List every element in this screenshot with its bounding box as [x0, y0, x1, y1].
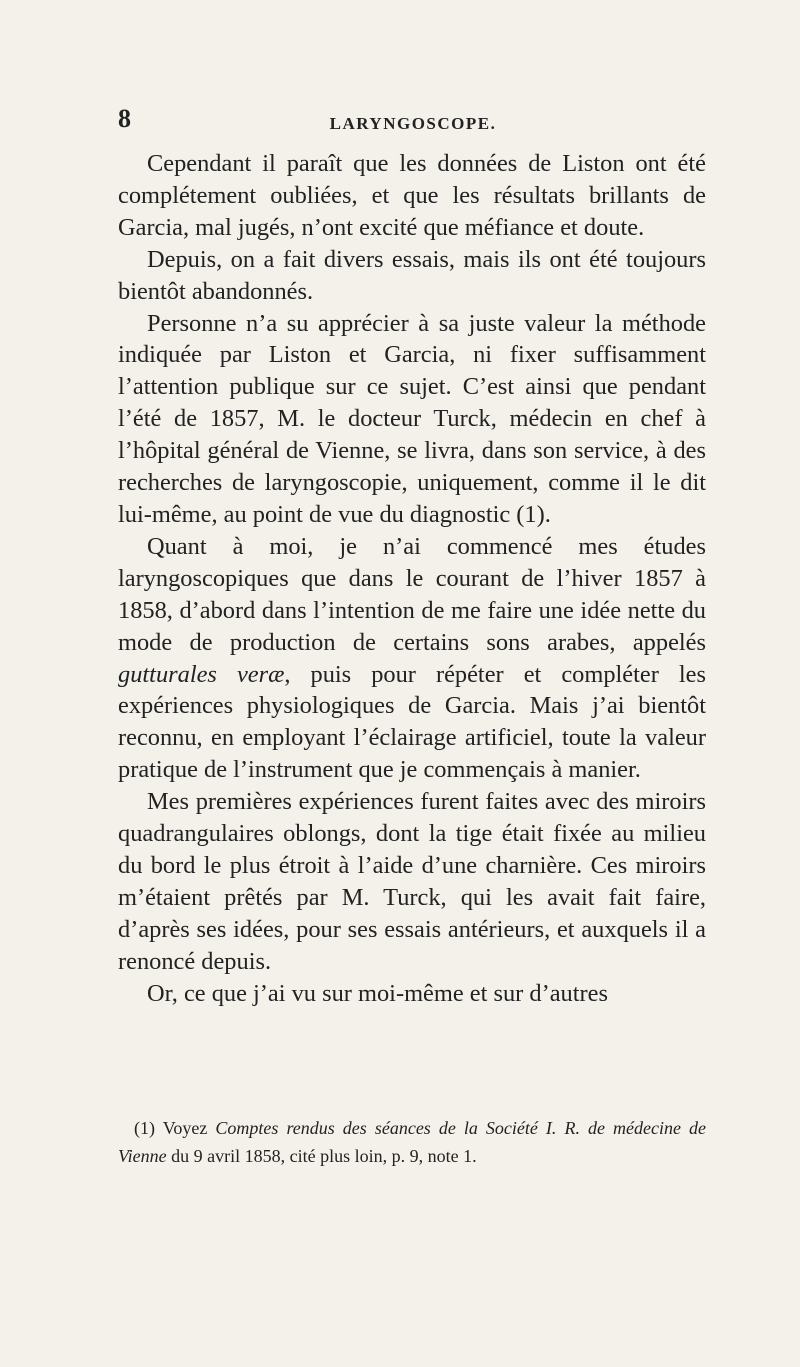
footnote-trail: du 9 avril 1858, cité plus loin, p. 9, note 1.	[166, 1146, 477, 1166]
footnote	[118, 1114, 706, 1170]
page-header	[118, 104, 708, 140]
paragraph	[118, 531, 706, 786]
paragraph: Depuis, on a fait divers essais, mais ils ont été toujours bientôt abandonnés.	[118, 245, 706, 305]
paragraph-text: Quant à moi, je n’ai commencé mes études laryngoscopiques que dans le courant de l’hiver 1857 à 1858, d’abord dans l’intention de me faire une idée nette du mode de production de certains sons arabes, appelés	[118, 532, 706, 656]
page-number: 8	[118, 104, 131, 133]
paragraph: Mes premières expériences furent faites avec des miroirs quadrangulaires oblongs, dont la tige était fixée au milieu du bord le plus étroit à l’aide d’une charnière. Ces miroirs m’étaient prêtés par M. Turck, qui les avait fait faire, d’après ses idées, pour ses essais antérieurs, et auxquels il a renoncé depuis.	[118, 788, 706, 975]
running-title: LARYNGOSCOPE.	[329, 114, 497, 133]
paragraph: Personne n’a su apprécier à sa juste valeur la méthode indiquée par Liston et Garcia, ni fixer suffisamment l’attention publique sur ce sujet. C’est ainsi que pendant l’été de 1857, M. le docteur Turck, médecin en chef à l’hôpital général de Vienne, se livra, dans son service, à des recherches de laryngoscopie, uniquement, comme il le dit lui-même, au point de vue du diagnostic (1).	[118, 309, 706, 528]
footnote-marker: (1)	[134, 1118, 155, 1138]
paragraph-text: , puis pour répéter et compléter les expériences physiologiques de Garcia. Mais j’ai bientôt reconnu, en employant l’éclairage artificiel, toute la valeur pratique de l’instrument que je commençais à manier.	[118, 660, 706, 784]
footnote-text	[118, 1114, 706, 1170]
italic-term: gutturales veræ	[118, 660, 285, 688]
paragraph: Cependant il paraît que les données de Liston ont été complétement oubliées, et que les résultats brillants de Garcia, mal jugés, n’ont excité que méfiance et doute.	[118, 150, 706, 241]
body-text	[118, 148, 706, 1009]
footnote-lead: Voyez	[155, 1118, 216, 1138]
footnote-citation: Comptes rendus des séances de la Société I. R. de médecine de Vienne	[118, 1118, 706, 1166]
paragraph: Or, ce que j’ai vu sur moi-même et sur d’autres	[147, 979, 608, 1007]
